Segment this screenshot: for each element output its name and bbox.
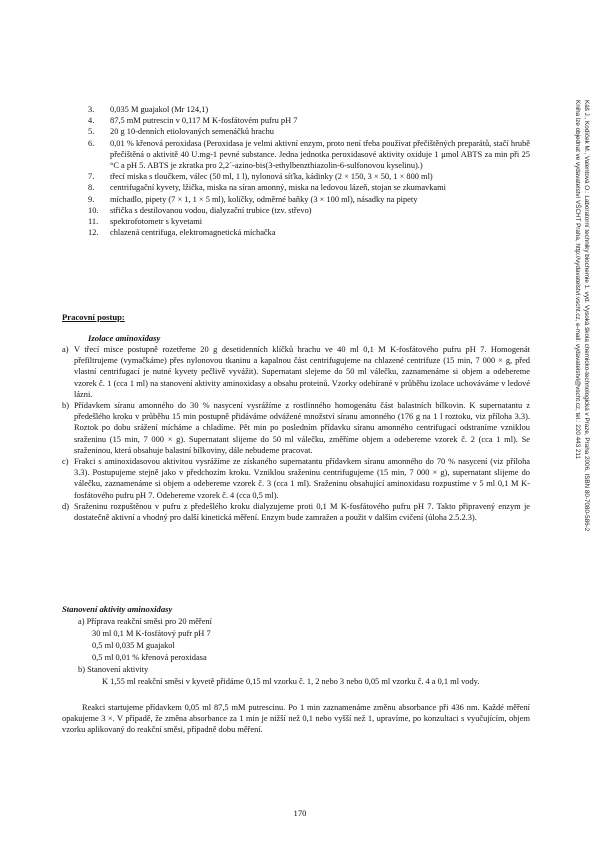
reaction-mix-line: 0,5 ml 0,035 M guajakol <box>92 641 175 650</box>
isolation-heading: Izolace aminoxidasy <box>88 333 161 343</box>
list-item: 11. spektrofotometr s kyvetami <box>88 217 203 227</box>
isolation-steps <box>62 344 530 523</box>
materials-list <box>82 104 530 238</box>
list-item: 3. 0,035 M guajakol (Mr 124,1) <box>88 105 209 114</box>
reaction-mix-line: 30 ml 0,1 M K-fosfátový pufr pH 7 <box>92 629 211 638</box>
citation-line: Káš J., Kodíček M., Valentová O.: Laboratorní techniky biochemie 1. vyd. Vysoká škola chemicko-technologická v Praze, Praha 2006, ISBN 80-7080-586-2 <box>583 100 590 532</box>
list-item: 9. míchadlo, pipety (7 × 1, 1 × 5 ml), kolíčky, odměrné baňky (3 × 100 ml), násadky na pipety <box>88 194 418 204</box>
activity-b-title: b) Stanovení aktivity <box>78 665 149 674</box>
reaction-mix-line: 0,5 ml 0,01 % křenová peroxidasa <box>92 653 207 662</box>
list-item: 6. 0,01 % křenová peroxidasa (Peroxidasa je velmi aktivní enzym, proto není třeba používat přečištěných preparátů, stačí hrubě přečištěná o aktivitě 40 U.mg-1 pevné substance. Jedna jednotka peroxidasové aktivity oxiduje 1 µmol ABTS za min při 25 °C a pH 5. ABTS je zkratka pro 2,2´-azino-bis(3-ethylbenzthiazolin-6-sulfonovou kyselinu).) <box>88 138 530 171</box>
isolation-step: a) V třecí misce postupně rozetřeme 20 g desetidenních klíčků hrachu ve 40 ml 0,1 M K-fosfátového pufru pH 7. Homogenát přefiltrujeme (vymačkáme) přes nylonovou tkaninu a kapalnou část centrifugujeme na chlazené centrifuze (15 min, 7 000 × g, před vlastní centrifugací je nutné kyvety pečlivě vyvážit). Supernatant slejeme do 50 ml válečku, zaznamenáme si objem a odebereme vzorek č. 1 (cca 1 ml) na stanovení aktivity aminoxidasy a obsahu proteinů. Vzorky odebírané v průběhu izolace uchováváme v ledové lázni. <box>62 345 530 399</box>
list-item: 12. chlazená centrifuga, elektromagnetická míchačka <box>88 228 276 238</box>
page-number: 170 <box>293 808 307 818</box>
activity-a-title: a) Příprava reakční směsi pro 20 měření <box>78 617 212 626</box>
isolation-step: d) Sraženinu rozpuštěnou v pufru z předešlého kroku dialyzujeme proti 0,1 M K-fosfátového pufru pH 7. Takto připravený enzym je dostatečně aktivní a vhodný pro další kinetická měření. Enzym bude zamražen a použit v dalším cvičení (úloha 2.5.2.3). <box>62 501 530 523</box>
isolation-step: b) Přídavkem síranu amonného do 30 % nasycení vysrážíme z rostlinného homogenátu část balastních bílkovin. K supernatantu z předešlého kroku v průběhu 15 min postupně přidáváme odvážené množství síranu amonného (176 g na 1 l roztoku, viz příloha 3.3). Roztok po dobu srážení mícháme a chladíme. Pět min po posledním přídavku síranu amonného centrifugací odstraníme vzniklou sraženinu (15 min, 7 000 × g). Supernatant slijeme do 50 ml válečku, změříme objem a odebereme vzorek č. 2 (cca 1 ml). Se sraženinou, která obsahuje balastní bílkoviny, dále nebudeme pracovat. <box>62 401 530 455</box>
activity-heading: Stanovení aktivity aminoxidasy <box>62 604 173 614</box>
citation-text <box>573 100 590 620</box>
citation-sidebar <box>560 100 590 620</box>
procedure-heading: Pracovní postup: <box>62 312 125 322</box>
activity-final-text: Reakci startujeme přídavkem 0,05 ml 87,5 mM putrescinu. Po 1 min zaznamenáme změnu absorbance při 436 nm. Každé měření opakujeme 3 ×. V případě, že změna absorbance za 1 min je nižší než 0,1 nebo vyšší než 1, upravíme, po konzultaci s vyučujícím, objem vzorku aplikovaný do reakční směsi, případně dobu měření. <box>62 703 530 735</box>
list-item: 7. třecí miska s tloučkem, válec (50 ml, 1 l), nylonová síťka, kádinky (2 × 150, 3 × 50, 1 × 800 ml) <box>88 172 433 182</box>
list-item: 4. 87,5 mM putrescin v 0,117 M K-fosfátovém pufru pH 7 <box>88 116 298 126</box>
list-item: 5. 20 g 10-denních etiolovaných semenáčků hrachu <box>88 127 274 137</box>
list-item: 8. centrifugační kyvety, lžička, miska na síran amonný, miska na ledovou lázeň, stojan se zkumavkami <box>88 183 446 193</box>
citation-line: Kniha lze objednat ve vydavatelství VŠCHT Praha, http://vydavatelstvi.vscht.cz, e-mail: vydavatelstvi@vscht.cz, tel.: 220 443 211 <box>574 100 582 459</box>
list-item: 10. střička s destilovanou vodou, dialyzační trubice (tzv. střevo) <box>88 205 312 215</box>
activity-b-text: K 1,55 ml reakční směsi v kyvetě přidáme 0,15 ml vzorku č. 1, 2 nebo 3 nebo 0,05 ml vzorku č. 4 a 0,1 ml vody. <box>102 677 480 686</box>
isolation-step: c) Frakci s aminoxidasovou aktivitou vysrážíme ze získaného supernatantu přídavkem síranu amonného do 70 % nasycení (viz příloha 3.3). Postupujeme stejně jako v předchozím kroku. Vzniklou sraženinu centrifugujeme (15 min, 7 000 × g), supernatant slijeme do válečku, zaznamenáme si objem a odebereme vzorek č. 3 (cca 1 ml). Sraženinu obsahující aminoxidasu rozpustíme v 5 ml 0,1 M K-fosfátového pufru pH 7. Odebereme vzorek č. 4 (cca 0,5 ml). <box>62 457 530 500</box>
